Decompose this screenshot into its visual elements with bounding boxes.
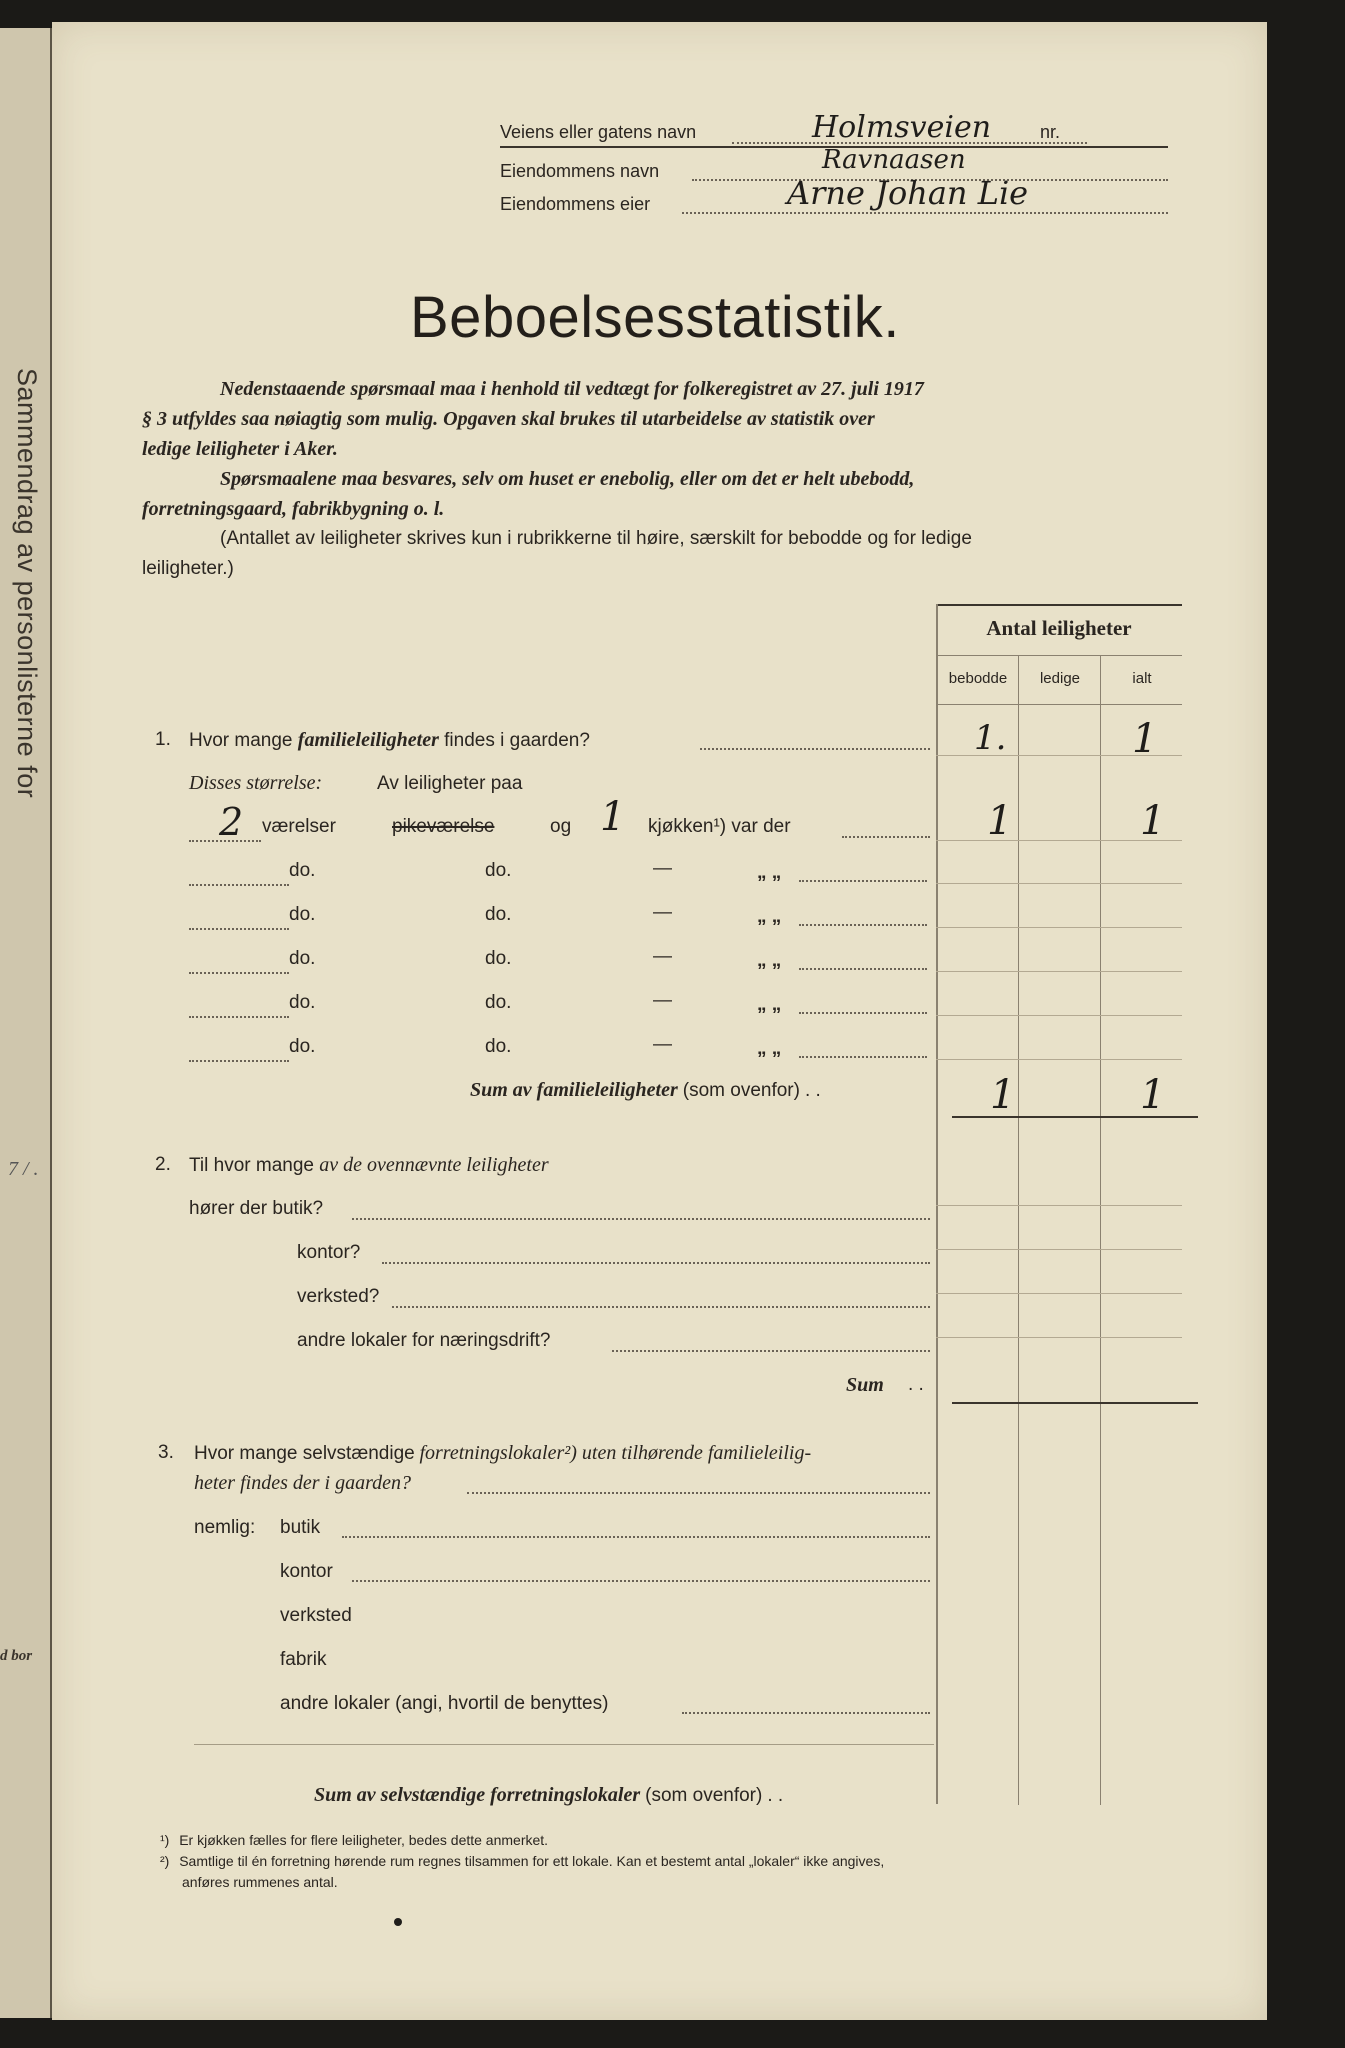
intro-p2-line1: Spørsmaalene maa besvares, selv om huset er enebolig, eller om det er helt ubebodd, — [220, 468, 915, 490]
do-row-5-a: do. — [289, 1036, 316, 1057]
footnote-2-line2: anføres rummenes antal. — [182, 1874, 338, 1890]
table-title-rule — [936, 655, 1182, 656]
q3-andre: andre lokaler (angi, hvortil de benyttes) — [280, 1693, 609, 1714]
q1-sum-em: Sum av familieleiligheter — [470, 1079, 678, 1101]
do-row-2-a: do. — [289, 904, 316, 925]
grid-row — [936, 1337, 1182, 1338]
q3-butik-dots — [342, 1536, 930, 1538]
q3-sum-post: (som ovenfor) — [645, 1785, 763, 1806]
q2-text — [189, 1154, 549, 1177]
q1-text-em: familieleiligheter — [297, 729, 439, 751]
spine-handwriting-mark: 7 / . — [8, 1158, 39, 1180]
do-row-2-b: do. — [485, 904, 512, 925]
do-row-4-dash: — — [653, 990, 672, 1011]
intro-p1-line2: § 3 utfyldes saa nøiagtig som mulig. Opgaven skal brukes til utarbeidelse av statistik over — [142, 408, 875, 430]
q2-andre-dots — [612, 1350, 930, 1352]
q2-number: 2. — [155, 1154, 171, 1175]
do-row-dots — [189, 1016, 289, 1018]
do-row-3-b: do. — [485, 948, 512, 969]
intro-p3-line2: leiligheter.) — [142, 558, 234, 579]
q3-andre-dots — [682, 1712, 930, 1714]
street-value: Holmsveien — [812, 110, 992, 145]
q2-verksted-dots — [392, 1306, 930, 1308]
spine-text: Sammendrag av personlisterne for — [12, 368, 42, 799]
do-row-dots — [189, 928, 289, 930]
q1-ialt: 1 — [1132, 716, 1158, 762]
intro-p3-line1: (Antallet av leiligheter skrives kun i rubrikkerne til høire, særskilt for bebodde og for ledige — [220, 528, 972, 549]
do-row-3-quote: „ „ — [757, 950, 782, 971]
do-row-4-dots — [799, 1012, 927, 1014]
q2-verksted: verksted? — [297, 1286, 380, 1307]
q2-andre: andre lokaler for næringsdrift? — [297, 1330, 551, 1351]
vaerelser-value: 2 — [219, 800, 244, 844]
q1-sizes-em: Disses størrelse: — [189, 772, 323, 794]
q1-sum: Sum av familieleiligheter (som ovenfor) . . — [470, 1079, 821, 1101]
footnote-1 — [160, 1830, 1190, 1851]
q3-verksted: verksted — [280, 1605, 352, 1626]
q3-line2-dots — [467, 1492, 930, 1494]
row1-bebodde: 1 — [987, 798, 1013, 844]
q3-fabrik: fabrik — [280, 1649, 327, 1670]
owner-label: Eiendommens eier — [500, 194, 651, 214]
left-page-strip — [0, 28, 53, 2018]
q1-dots — [700, 748, 930, 750]
grid-row — [936, 1059, 1182, 1060]
do-row-5-b: do. — [485, 1036, 512, 1057]
grid-row — [936, 1293, 1182, 1294]
q1-sizes-text: Av leiligheter paa — [377, 773, 523, 794]
q3-sum-em: Sum av selvstændige forretningslokaler — [314, 1784, 641, 1806]
do-row-dots — [189, 972, 289, 974]
q3-text — [194, 1442, 954, 1465]
kjokken-value: 1 — [600, 794, 626, 840]
grid-row — [936, 927, 1182, 928]
q3-number: 3. — [158, 1442, 174, 1463]
q3-text-pre: Hvor mange selvstændige — [194, 1443, 415, 1464]
q1-text — [189, 729, 590, 752]
sum2-rule — [952, 1402, 1198, 1404]
do-row-4-a: do. — [289, 992, 316, 1013]
spine-fragment: d bor — [0, 1648, 33, 1664]
q3-text-line2: heter findes der i gaarden? — [194, 1472, 412, 1494]
q1-bebodde: 1. — [974, 718, 1007, 758]
q1-sum-post: (som ovenfor) — [682, 1080, 800, 1101]
q2-kontor: kontor? — [297, 1242, 361, 1263]
col-divider-2 — [1100, 655, 1101, 1805]
footnote-1-mark: ¹) — [160, 1832, 170, 1848]
do-row-dots — [189, 884, 289, 886]
page-title: Beboelsesstatistik. — [410, 285, 900, 350]
footnotes — [160, 1830, 1190, 1893]
col-bebodde: bebodde — [948, 670, 1008, 687]
q2-butik-dots — [352, 1218, 930, 1220]
sum-ialt: 1 — [1140, 1072, 1166, 1118]
q2-text-em: av de ovennævnte leiligheter — [319, 1154, 549, 1176]
table-left-rule — [936, 604, 938, 1804]
table-title: Antal leiligheter — [986, 616, 1132, 640]
do-row-5-quote: „ „ — [757, 1038, 782, 1059]
footnote-2 — [160, 1851, 1190, 1872]
street-label: Veiens eller gatens navn — [500, 122, 697, 142]
nr-label: nr. — [1040, 122, 1061, 142]
footnote-1-text: Er kjøkken fælles for flere leiligheter, bedes dette anmerket. — [179, 1832, 549, 1848]
q3-sum: Sum av selvstændige forretningslokaler (som ovenfor) . . — [314, 1784, 784, 1806]
q3-kontor: kontor — [280, 1561, 333, 1582]
owner-value: Arne Johan Lie — [787, 174, 1029, 212]
table-top-rule — [936, 604, 1182, 606]
grid-row — [936, 1015, 1182, 1016]
intro-p2-line2: forretningsgaard, fabrikbygning o. l. — [142, 498, 445, 520]
property-name-value: Ravnaasen — [822, 145, 966, 175]
q1-text-pre: Hvor mange — [189, 730, 293, 751]
q2-butik: hører der butik? — [189, 1198, 324, 1219]
pikevaerelse-label: pikeværelse — [392, 816, 495, 837]
col-ialt: ialt — [1132, 670, 1152, 687]
do-row-4-quote: „ „ — [757, 994, 782, 1015]
col-header-rule — [936, 704, 1182, 705]
form-page — [52, 22, 1267, 2020]
intro-p1-line3: ledige leiligheter i Aker. — [142, 438, 338, 460]
footnote-2-text: Samtlige til én forretning hørende rum regnes tilsammen for ett lokale. Kan et bestemt antal „lokaler“ ikke angives, — [179, 1853, 885, 1869]
intro-p1-line1: Nedenstaaende spørsmaal maa i henhold til vedtægt for folkeregistret av 27. juli 1917 — [220, 378, 924, 400]
do-row-5-dash: — — [653, 1034, 672, 1055]
property-name-label: Eiendommens navn — [500, 161, 660, 181]
q3-butik: butik — [280, 1517, 321, 1538]
do-row-1-quote: „ „ — [757, 862, 782, 883]
footnote-2-mark: ²) — [160, 1853, 170, 1869]
grid-row — [936, 883, 1182, 884]
q3-text-em: forretningslokaler²) uten tilhørende familieleilig- — [419, 1442, 812, 1464]
q3-nemlig: nemlig: — [194, 1517, 256, 1538]
q3-rule — [194, 1744, 934, 1745]
owner-dots — [682, 212, 1168, 214]
kjokken-dots — [842, 836, 930, 838]
kjokken-label: kjøkken¹) var der — [648, 816, 791, 837]
q2-kontor-dots — [382, 1262, 930, 1264]
q3-kontor-dots — [352, 1580, 930, 1582]
col-ledige: ledige — [1039, 670, 1081, 687]
q1-text-post: findes i gaarden? — [444, 730, 590, 751]
do-row-3-dots — [799, 968, 927, 970]
grid-row — [936, 1205, 1182, 1206]
q1-number: 1. — [155, 729, 171, 750]
do-row-1-b: do. — [485, 860, 512, 881]
do-row-3-dash: — — [653, 946, 672, 967]
ink-dot — [394, 1918, 402, 1926]
do-rows — [189, 858, 929, 1088]
grid-row — [936, 1249, 1182, 1250]
do-row-4-b: do. — [485, 992, 512, 1013]
intro — [142, 374, 1182, 584]
do-row-2-dots — [799, 924, 927, 926]
do-row-dots — [189, 1060, 289, 1062]
row1-ialt: 1 — [1140, 798, 1166, 844]
do-row-1-dash: — — [653, 858, 672, 879]
q2-text-pre: Til hvor mange — [189, 1155, 314, 1176]
q2-sum: Sum — [846, 1374, 884, 1396]
vaerelser-label: værelser — [262, 816, 336, 837]
og-label: og — [550, 816, 572, 837]
do-row-1-a: do. — [289, 860, 316, 881]
do-row-2-quote: „ „ — [757, 906, 782, 927]
grid-row — [936, 971, 1182, 972]
col-divider-1 — [1018, 655, 1019, 1805]
do-row-1-dots — [799, 880, 927, 882]
do-row-5-dots — [799, 1056, 927, 1058]
do-row-3-a: do. — [289, 948, 316, 969]
do-row-2-dash: — — [653, 902, 672, 923]
sum-bebodde: 1 — [990, 1072, 1016, 1118]
q2-sum-dots: . . — [908, 1374, 924, 1395]
